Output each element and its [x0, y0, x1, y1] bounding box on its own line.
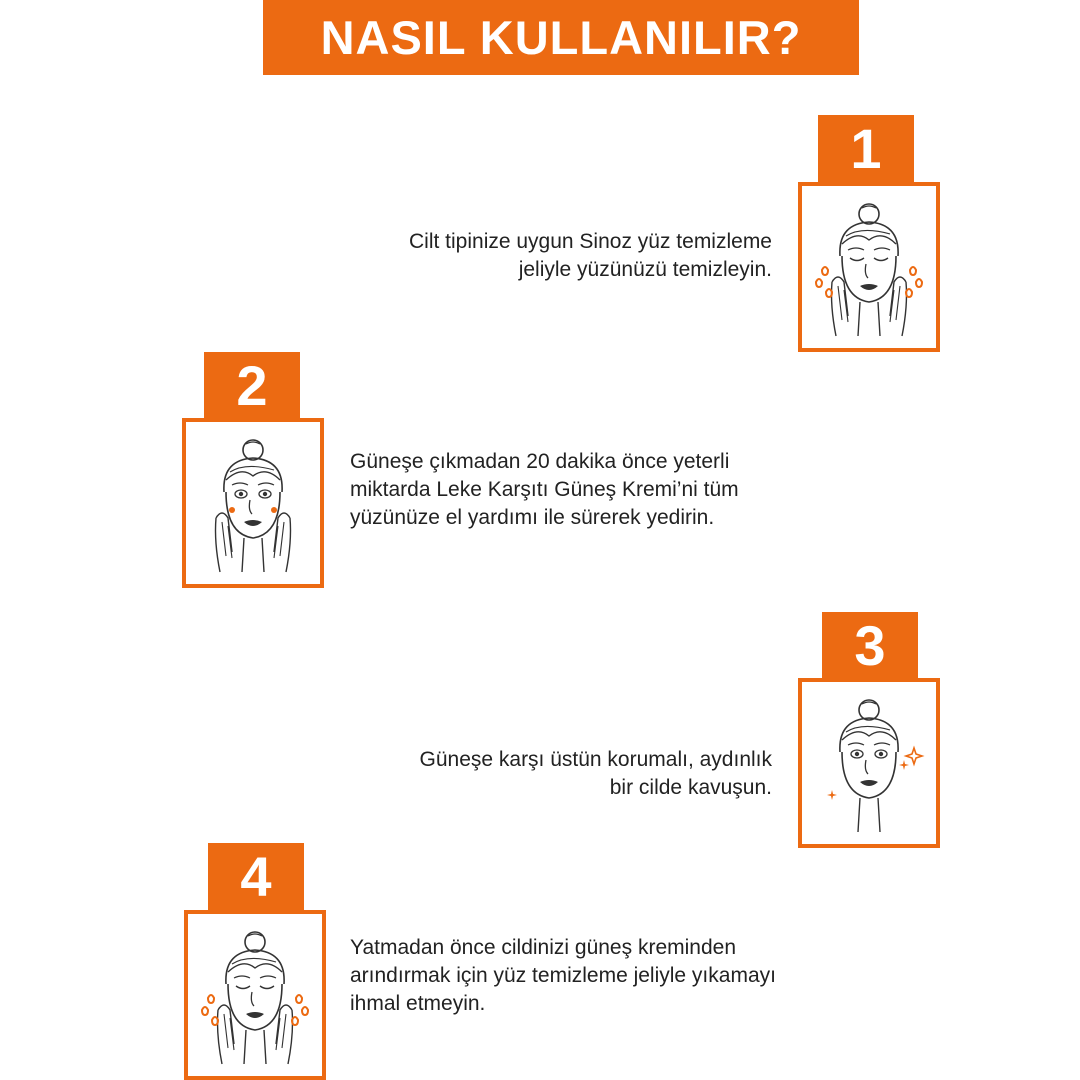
step-4-line-3: ihmal etmeyin.	[350, 992, 486, 1015]
step-2-line-3: yüzünüze el yardımı ile sürerek yedirin.	[350, 506, 715, 529]
face-washing-icon	[188, 914, 322, 1076]
page-title: NASIL KULLANILIR?	[320, 11, 802, 64]
step-2-description	[350, 448, 910, 532]
step-2-illustration	[182, 418, 324, 588]
step-1-number: 1	[850, 117, 882, 180]
step-4-line-2: arındırmak için yüz temizleme jeliyle yıkamayı	[350, 964, 776, 987]
step-2-line-2: miktarda Leke Karşıtı Güneş Kremi’ni tüm	[350, 478, 739, 501]
step-4-line-1: Yatmadan önce cildinizi güneş kreminden	[350, 936, 736, 959]
step-3-illustration	[798, 678, 940, 848]
step-1-description	[250, 228, 772, 284]
step-1-line-2: jeliyle yüzünüzü temizleyin.	[518, 258, 772, 281]
glowing-face-icon	[802, 682, 936, 844]
step-3-number-tab	[822, 612, 918, 680]
step-1-number-tab	[818, 115, 914, 183]
step-2-number: 2	[236, 354, 268, 417]
step-3-number: 3	[854, 614, 886, 677]
step-3-description	[250, 746, 772, 802]
step-3-line-2: bir cilde kavuşun.	[609, 776, 772, 799]
step-4-illustration	[184, 910, 326, 1080]
step-1-line-1: Cilt tipinize uygun Sinoz yüz temizleme	[409, 230, 772, 253]
step-4-number: 4	[240, 845, 272, 908]
face-applying-cream-icon	[186, 422, 320, 584]
step-4-description	[350, 934, 970, 1018]
step-3-line-1: Güneşe karşı üstün korumalı, aydınlık	[419, 748, 772, 771]
title-banner	[263, 0, 859, 75]
step-4-number-tab	[208, 843, 304, 911]
step-1-illustration	[798, 182, 940, 352]
step-2-line-1: Güneşe çıkmadan 20 dakika önce yeterli	[350, 450, 730, 473]
step-2-number-tab	[204, 352, 300, 420]
face-cleansing-icon	[802, 186, 936, 348]
